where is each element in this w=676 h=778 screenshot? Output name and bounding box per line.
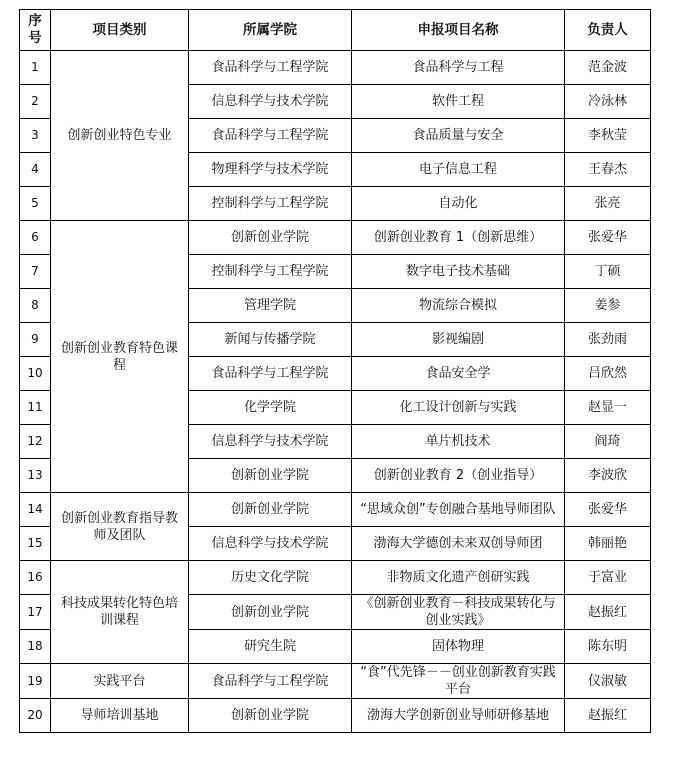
college-cell: 历史文化学院 xyxy=(189,561,352,595)
row-number: 10 xyxy=(20,357,51,391)
leader-cell: 李秋莹 xyxy=(565,119,651,153)
leader-cell: 王春杰 xyxy=(565,153,651,187)
table-row xyxy=(20,664,651,699)
college-cell: 创新创业学院 xyxy=(189,493,352,527)
row-number: 8 xyxy=(20,289,51,323)
project-name-cell: 非物质文化遗产创研实践 xyxy=(352,561,565,595)
header-serial-no: 序号 xyxy=(20,10,51,51)
leader-cell: 仪淑敏 xyxy=(565,664,651,699)
project-name-cell: 自动化 xyxy=(352,187,565,221)
college-cell: 创新创业学院 xyxy=(189,221,352,255)
project-name-cell: 影视编剧 xyxy=(352,323,565,357)
college-cell: 控制科学与工程学院 xyxy=(189,187,352,221)
leader-cell: 陈东明 xyxy=(565,630,651,664)
row-number: 16 xyxy=(20,561,51,595)
project-name-cell: 渤海大学德创未来双创导师团 xyxy=(352,527,565,561)
table-row xyxy=(20,51,651,85)
row-number: 14 xyxy=(20,493,51,527)
college-cell: 管理学院 xyxy=(189,289,352,323)
leader-cell: 张爱华 xyxy=(565,221,651,255)
project-name-cell: 电子信息工程 xyxy=(352,153,565,187)
college-cell: 食品科学与工程学院 xyxy=(189,357,352,391)
college-cell: 创新创业学院 xyxy=(189,595,352,630)
table-row xyxy=(20,221,651,255)
row-number: 5 xyxy=(20,187,51,221)
college-cell: 信息科学与技术学院 xyxy=(189,85,352,119)
table-row xyxy=(20,561,651,595)
project-name-cell: 固体物理 xyxy=(352,630,565,664)
category-cell: 科技成果转化特色培训课程 xyxy=(51,561,189,664)
leader-cell: 赵振红 xyxy=(565,699,651,733)
college-cell: 食品科学与工程学院 xyxy=(189,51,352,85)
row-number: 17 xyxy=(20,595,51,630)
row-number: 13 xyxy=(20,459,51,493)
project-name-cell: 渤海大学创新创业导师研修基地 xyxy=(352,699,565,733)
leader-cell: 丁硕 xyxy=(565,255,651,289)
leader-cell: 张爱华 xyxy=(565,493,651,527)
category-cell: 创新创业教育指导教师及团队 xyxy=(51,493,189,561)
leader-cell: 赵显一 xyxy=(565,391,651,425)
college-cell: 食品科学与工程学院 xyxy=(189,664,352,699)
row-number: 20 xyxy=(20,699,51,733)
row-number: 3 xyxy=(20,119,51,153)
college-cell: 创新创业学院 xyxy=(189,459,352,493)
project-name-cell: 《创新创业教育－科技成果转化与创业实践》 xyxy=(352,595,565,630)
college-cell: 物理科学与技术学院 xyxy=(189,153,352,187)
category-cell: 创新创业教育特色课程 xyxy=(51,221,189,493)
college-cell: 创新创业学院 xyxy=(189,699,352,733)
college-cell: 食品科学与工程学院 xyxy=(189,119,352,153)
table-row xyxy=(20,493,651,527)
leader-cell: 韩丽艳 xyxy=(565,527,651,561)
row-number: 6 xyxy=(20,221,51,255)
project-name-cell: 物流综合模拟 xyxy=(352,289,565,323)
category-cell: 创新创业特色专业 xyxy=(51,51,189,221)
leader-cell: 姜参 xyxy=(565,289,651,323)
college-cell: 信息科学与技术学院 xyxy=(189,425,352,459)
category-cell: 实践平台 xyxy=(51,664,189,699)
project-name-cell: 单片机技术 xyxy=(352,425,565,459)
project-name-cell: 创新创业教育 2（创业指导） xyxy=(352,459,565,493)
project-name-cell: 食品科学与工程 xyxy=(352,51,565,85)
row-number: 18 xyxy=(20,630,51,664)
leader-cell: 于富业 xyxy=(565,561,651,595)
row-number: 15 xyxy=(20,527,51,561)
table-header-row xyxy=(20,10,651,51)
project-table xyxy=(19,9,651,733)
college-cell: 化学学院 xyxy=(189,391,352,425)
project-name-cell: 化工设计创新与实践 xyxy=(352,391,565,425)
header-category: 项目类别 xyxy=(51,10,189,51)
college-cell: 研究生院 xyxy=(189,630,352,664)
row-number: 1 xyxy=(20,51,51,85)
header-leader: 负责人 xyxy=(565,10,651,51)
row-number: 19 xyxy=(20,664,51,699)
leader-cell: 范金波 xyxy=(565,51,651,85)
project-name-cell: “思域众创”专创融合基地导师团队 xyxy=(352,493,565,527)
leader-cell: 李波欣 xyxy=(565,459,651,493)
row-number: 7 xyxy=(20,255,51,289)
leader-cell: 赵振红 xyxy=(565,595,651,630)
college-cell: 控制科学与工程学院 xyxy=(189,255,352,289)
leader-cell: 吕欣然 xyxy=(565,357,651,391)
leader-cell: 阎琦 xyxy=(565,425,651,459)
category-cell: 导师培训基地 xyxy=(51,699,189,733)
project-name-cell: 食品质量与安全 xyxy=(352,119,565,153)
header-college: 所属学院 xyxy=(189,10,352,51)
leader-cell: 张劲雨 xyxy=(565,323,651,357)
header-project-name: 申报项目名称 xyxy=(352,10,565,51)
project-name-cell: “食”代先锋－－创业创新教育实践平台 xyxy=(352,664,565,699)
leader-cell: 冷泳林 xyxy=(565,85,651,119)
project-name-cell: 食品安全学 xyxy=(352,357,565,391)
table-row xyxy=(20,699,651,733)
row-number: 2 xyxy=(20,85,51,119)
row-number: 12 xyxy=(20,425,51,459)
college-cell: 信息科学与技术学院 xyxy=(189,527,352,561)
project-name-cell: 数字电子技术基础 xyxy=(352,255,565,289)
leader-cell: 张亮 xyxy=(565,187,651,221)
row-number: 4 xyxy=(20,153,51,187)
project-name-cell: 软件工程 xyxy=(352,85,565,119)
project-name-cell: 创新创业教育 1（创新思维） xyxy=(352,221,565,255)
row-number: 9 xyxy=(20,323,51,357)
row-number: 11 xyxy=(20,391,51,425)
college-cell: 新闻与传播学院 xyxy=(189,323,352,357)
